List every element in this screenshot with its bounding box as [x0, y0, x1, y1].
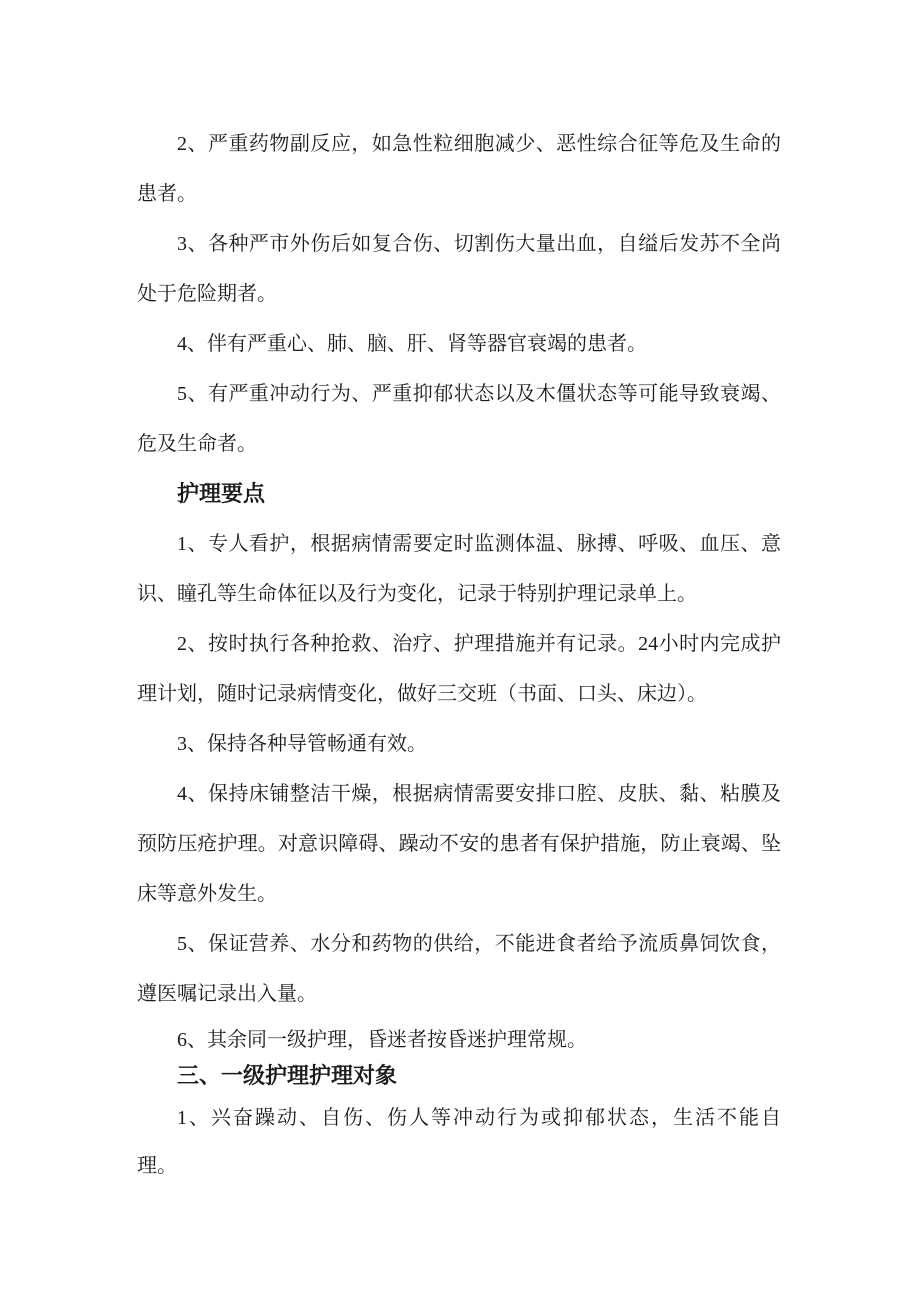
text-line: 患者。 [137, 183, 197, 205]
text-line: 5、有严重冲动行为、严重抑郁状态以及木僵状态等可能导致衰竭、 [177, 383, 781, 405]
text-line: 3、保持各种导管畅通有效。 [177, 733, 427, 755]
text-line: 5、保证营养、水分和药物的供给，不能进食者给予流质鼻饲饮食， [177, 933, 781, 955]
text-line: 处于危险期者。 [137, 283, 277, 305]
heading-nursing-key-points: 护理要点 [177, 481, 266, 506]
text-line: 识、瞳孔等生命体征以及行为变化，记录于特别护理记录单上。 [137, 583, 697, 605]
text-line: 2、严重药物副反应，如急性粒细胞减少、恶性综合征等危及生命的 [177, 133, 781, 155]
text-line: 1、兴奋躁动、自伤、伤人等冲动行为或抑郁状态，生活不能自 [177, 1107, 781, 1129]
heading-level-one-care-targets: 三、一级护理护理对象 [177, 1063, 398, 1088]
text-line: 危及生命者。 [137, 433, 257, 455]
text-line: 4、保持床铺整洁干燥，根据病情需要安排口腔、皮肤、黏、粘膜及 [177, 783, 781, 805]
text-line: 理计划，随时记录病情变化，做好三交班（书面、口头、床边）。 [137, 683, 707, 705]
text-line: 预防压疮护理。对意识障碍、躁动不安的患者有保护措施，防止衰竭、坠 [137, 833, 781, 855]
text-line: 床等意外发生。 [137, 883, 277, 905]
text-line: 1、专人看护，根据病情需要定时监测体温、脉搏、呼吸、血压、意 [177, 533, 781, 555]
text-line: 4、伴有严重心、肺、脑、肝、肾等器官衰竭的患者。 [177, 333, 647, 355]
text-line: 2、按时执行各种抢救、治疗、护理措施并有记录。24小时内完成护 [177, 633, 781, 655]
text-line: 遵医嘱记录出入量。 [137, 983, 317, 1005]
document-content [137, 119, 781, 1191]
text-line: 6、其余同一级护理，昏迷者按昏迷护理常规。 [177, 1029, 587, 1051]
text-line: 理。 [137, 1155, 177, 1177]
text-line: 3、各种严市外伤后如复合伤、切割伤大量出血，自缢后发苏不全尚 [177, 233, 781, 255]
